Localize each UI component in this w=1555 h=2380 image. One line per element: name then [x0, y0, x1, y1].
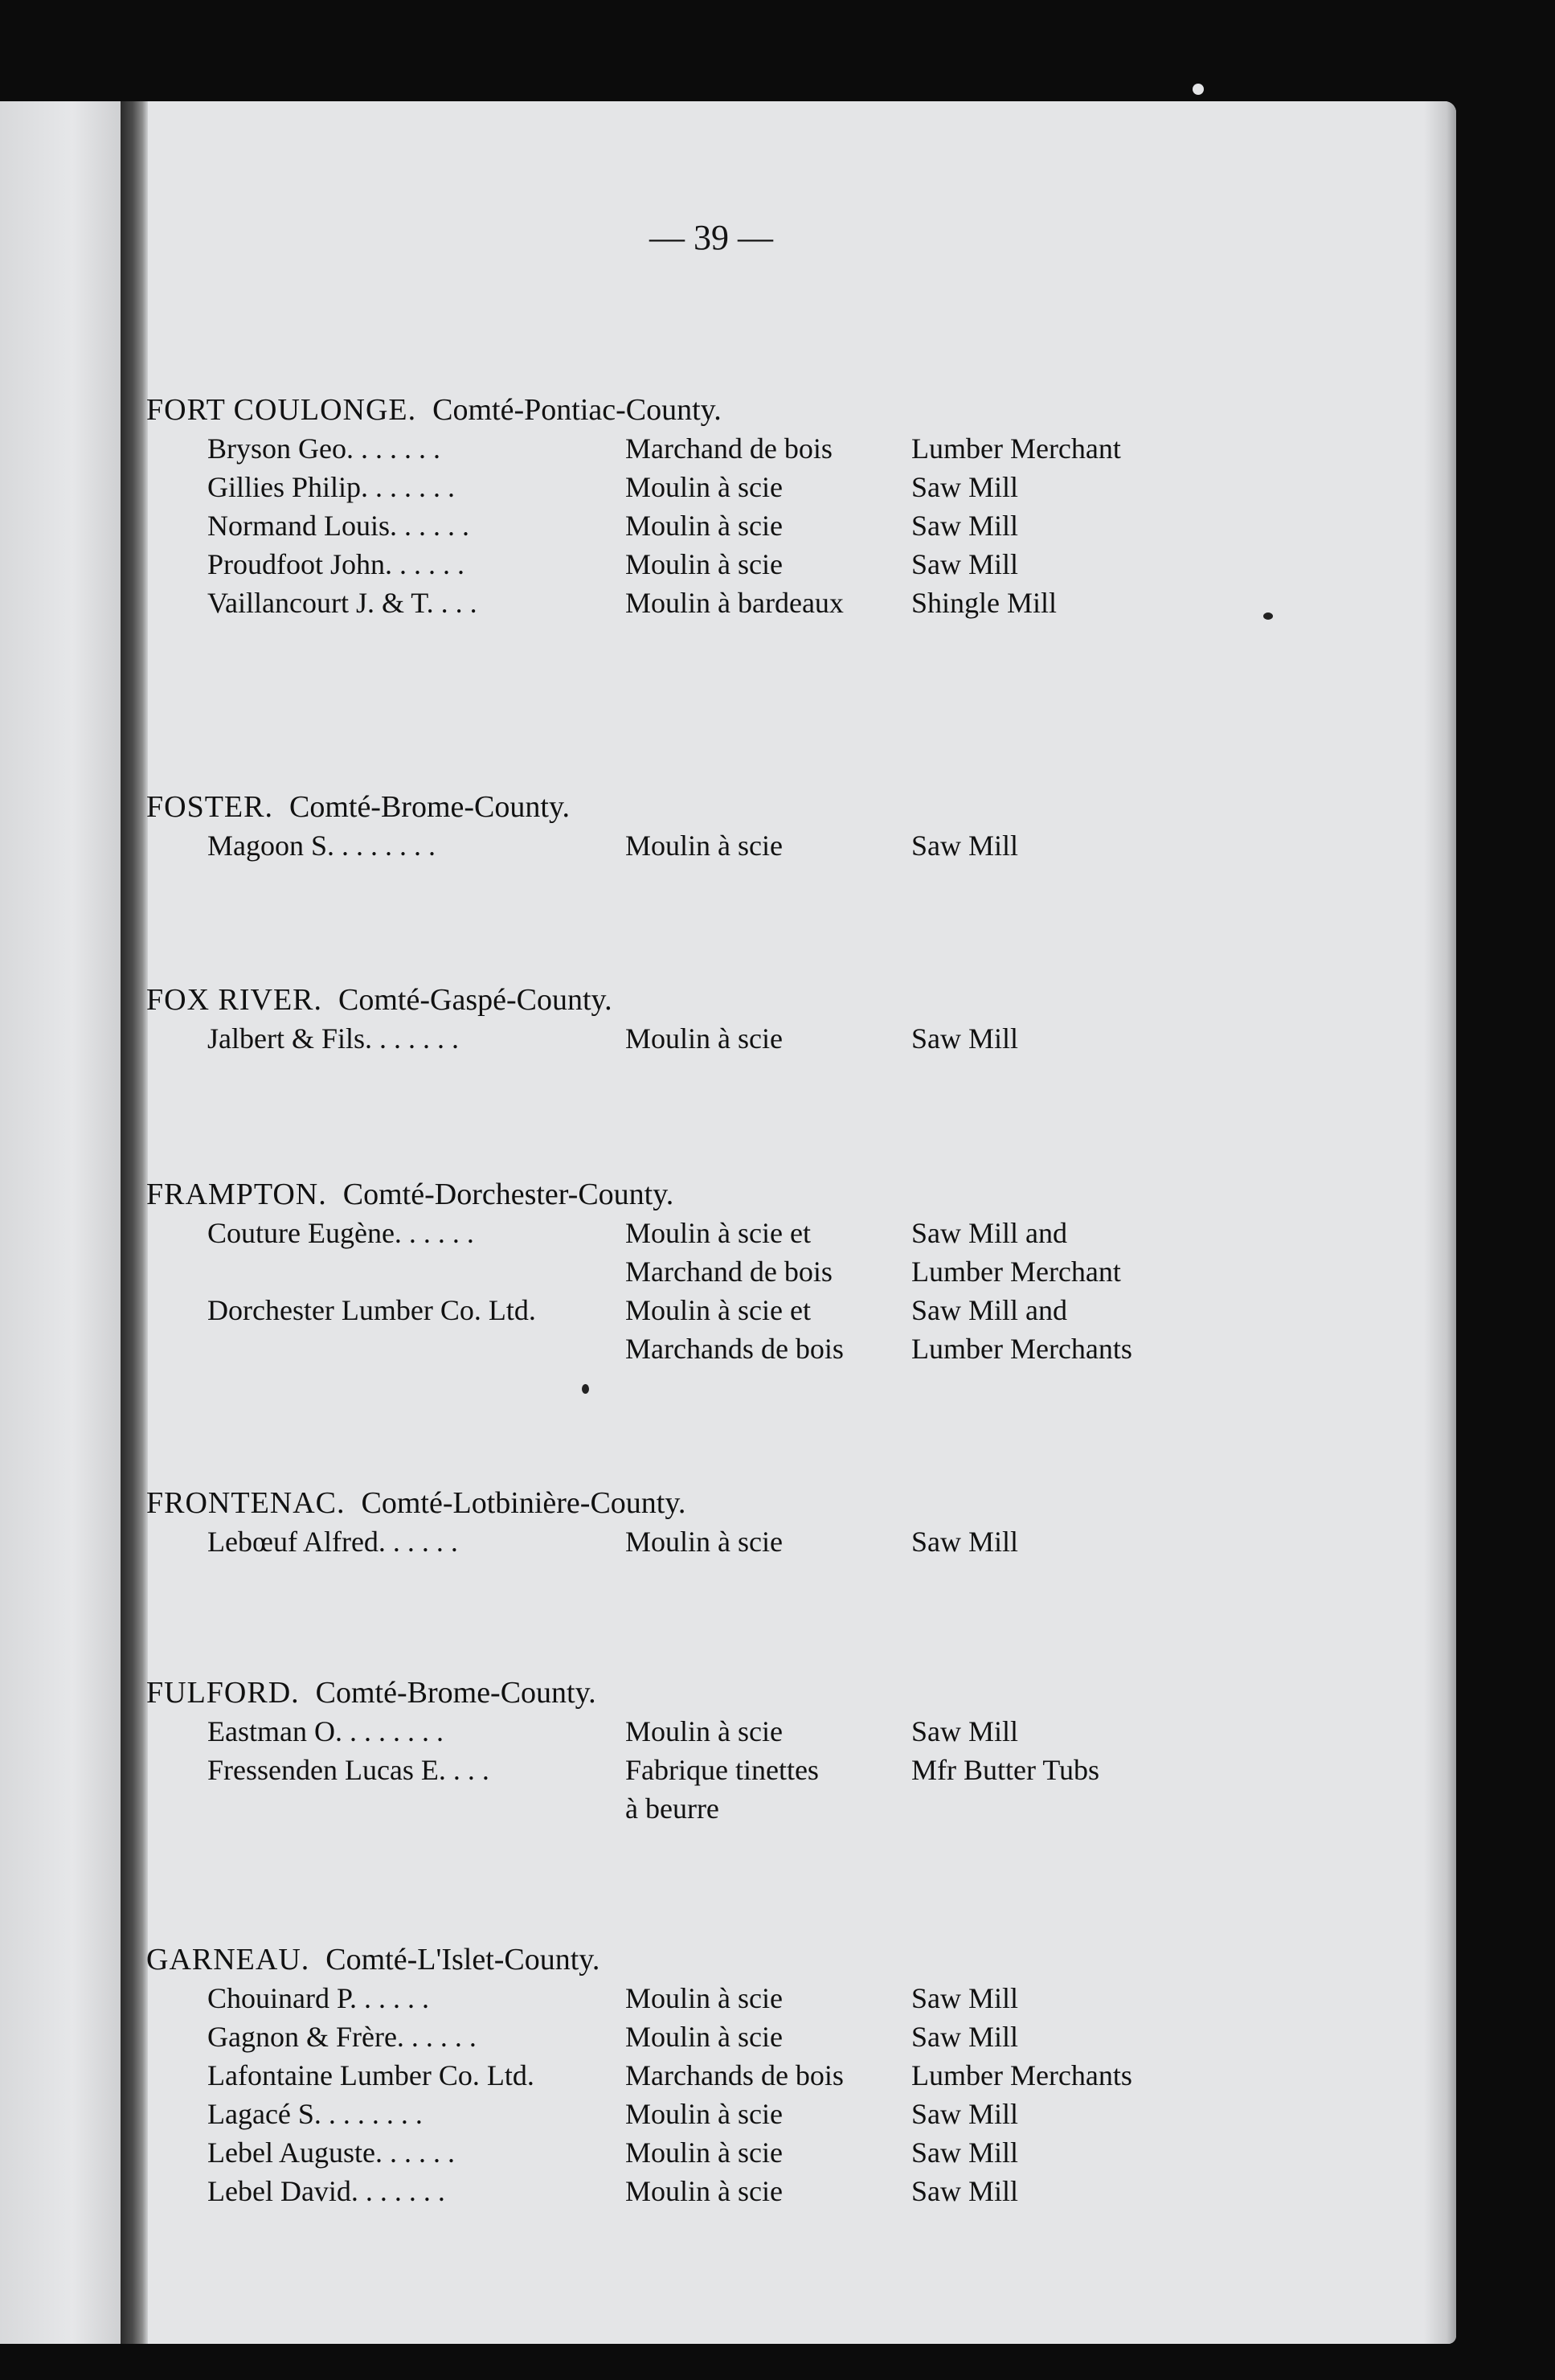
entry-english: Saw Mill [911, 2175, 1019, 2207]
entry-english: Lumber Merchants [911, 2059, 1132, 2091]
entry-english: Saw Mill [911, 510, 1019, 542]
entry-english: Saw Mill and [911, 1294, 1067, 1326]
section-heading [146, 1673, 596, 1712]
list-item-continuation [146, 1252, 1121, 1291]
facing-page-edge [0, 101, 121, 2344]
county-name: Comté-Brome-County. [288, 790, 570, 824]
section-heading [146, 1484, 685, 1522]
list-item [146, 2095, 1019, 2133]
entry-english: Saw Mill [911, 2136, 1019, 2169]
section-heading [146, 788, 570, 826]
entry-english-line2: Lumber Merchants [911, 1333, 1132, 1365]
entry-name: Lafontaine Lumber Co. Ltd. [207, 2059, 534, 2091]
place-name: FOSTER. [146, 790, 273, 824]
entry-english: Lumber Merchant [911, 432, 1121, 465]
entry-english: Shingle Mill [911, 587, 1058, 619]
place-name: GARNEAU. [146, 1943, 310, 1977]
directory-section [146, 391, 1121, 622]
entry-name: Vaillancourt J. & T. . . . [207, 587, 477, 619]
county-name: Comté-Lotbinière-County. [361, 1486, 686, 1520]
list-item [146, 1712, 1019, 1751]
entry-name: Chouinard P. . . . . . [207, 1982, 430, 2014]
entry-name: Eastman O. . . . . . . . [207, 1715, 444, 1747]
entry-french: Moulin à scie [625, 1715, 783, 1747]
entry-french: Moulin à bardeaux [625, 587, 844, 619]
entry-name: Gillies Philip. . . . . . . [207, 471, 456, 503]
place-name: FULFORD. [146, 1676, 300, 1710]
section-heading [146, 981, 612, 1019]
entry-name: Bryson Geo. . . . . . . [207, 432, 440, 465]
scan-speck [1263, 612, 1273, 620]
entry-name: Lebel Auguste. . . . . . [207, 2136, 455, 2169]
list-item [146, 2017, 1019, 2056]
place-name: FRONTENAC. [146, 1486, 346, 1520]
list-item [146, 1522, 1019, 1561]
county-name: Comté-Brome-County. [315, 1676, 596, 1710]
entry-name: Normand Louis. . . . . . [207, 510, 469, 542]
directory-section [146, 1175, 1132, 1368]
entry-name: Dorchester Lumber Co. Ltd. [207, 1294, 536, 1326]
list-item [146, 545, 1019, 584]
entry-french: Moulin à scie [625, 2136, 783, 2169]
place-name: FRAMPTON. [146, 1178, 327, 1211]
entry-english: Saw Mill [911, 2098, 1019, 2130]
county-name: Comté-Dorchester-County. [342, 1178, 674, 1211]
list-item [146, 429, 1121, 468]
entry-name: Lebel David. . . . . . . [207, 2175, 445, 2207]
entry-name: Proudfoot John. . . . . . [207, 548, 465, 580]
directory-section [146, 1484, 1019, 1561]
section-heading [146, 1940, 599, 1979]
section-heading [146, 1175, 673, 1214]
entry-french: Moulin à scie [625, 471, 783, 503]
list-item [146, 1019, 1019, 1058]
entry-french-line2: Marchands de bois [625, 1333, 844, 1365]
entry-french: Moulin à scie [625, 510, 783, 542]
entry-english: Saw Mill [911, 1982, 1019, 2014]
list-item [146, 2133, 1019, 2172]
entry-french: Moulin à scie [625, 1526, 783, 1558]
list-item [146, 584, 1058, 622]
scan-speck [1193, 84, 1204, 95]
page-number: — 39 — [649, 218, 773, 257]
entry-english: Saw Mill [911, 471, 1019, 503]
entry-french: Moulin à scie [625, 2098, 783, 2130]
list-item [146, 1214, 1067, 1252]
entry-name: Lagacé S. . . . . . . . [207, 2098, 423, 2130]
entry-french: Moulin à scie [625, 548, 783, 580]
list-item [146, 826, 1019, 865]
entry-french: Marchand de bois [625, 432, 833, 465]
list-item-continuation [146, 1789, 719, 1828]
list-item [146, 506, 1019, 545]
entry-english: Saw Mill [911, 548, 1019, 580]
scan-speck [582, 1384, 589, 1394]
list-item [146, 2172, 1019, 2210]
entry-english: Saw Mill [911, 1715, 1019, 1747]
place-name: FOX RIVER. [146, 983, 323, 1017]
entry-english-line2: Lumber Merchant [911, 1256, 1121, 1288]
entry-english: Mfr Butter Tubs [911, 1754, 1100, 1786]
entry-french: Moulin à scie et [625, 1294, 811, 1326]
place-name: FORT COULONGE. [146, 393, 417, 427]
entry-name: Couture Eugène. . . . . . [207, 1217, 474, 1249]
list-item [146, 1291, 1067, 1329]
directory-section [146, 1673, 1100, 1828]
entry-french: Moulin à scie [625, 1022, 783, 1055]
entry-french: Moulin à scie et [625, 1217, 811, 1249]
entry-english: Saw Mill and [911, 1217, 1067, 1249]
entry-french-line2: Marchand de bois [625, 1256, 833, 1288]
book-spine-shadow [121, 101, 148, 2344]
entry-french: Moulin à scie [625, 1982, 783, 2014]
entry-name: Fressenden Lucas E. . . . [207, 1754, 489, 1786]
list-item [146, 2056, 1132, 2095]
list-item [146, 468, 1019, 506]
entry-name: Gagnon & Frère. . . . . . [207, 2021, 477, 2053]
entry-english: Saw Mill [911, 1022, 1019, 1055]
directory-section [146, 788, 1019, 865]
entry-english: Saw Mill [911, 830, 1019, 862]
list-item [146, 1751, 1100, 1789]
directory-section [146, 981, 1019, 1058]
entry-french: Moulin à scie [625, 2021, 783, 2053]
list-item [146, 1979, 1019, 2017]
entry-french: Marchands de bois [625, 2059, 844, 2091]
county-name: Comté-Pontiac-County. [432, 393, 722, 427]
entry-name: Lebœuf Alfred. . . . . . [207, 1526, 458, 1558]
entry-english: Saw Mill [911, 2021, 1019, 2053]
entry-name: Jalbert & Fils. . . . . . . [207, 1022, 459, 1055]
entry-french: Moulin à scie [625, 2175, 783, 2207]
section-heading [146, 391, 722, 429]
entry-french-line2: à beurre [625, 1792, 719, 1825]
page-right-edge [1424, 101, 1456, 2344]
entry-english: Saw Mill [911, 1526, 1019, 1558]
entry-name: Magoon S. . . . . . . . [207, 830, 436, 862]
entry-french: Fabrique tinettes [625, 1754, 819, 1786]
county-name: Comté-Gaspé-County. [338, 983, 612, 1017]
entry-french: Moulin à scie [625, 830, 783, 862]
county-name: Comté-L'Islet-County. [325, 1943, 600, 1977]
list-item-continuation [146, 1329, 1132, 1368]
directory-section [146, 1940, 1132, 2210]
